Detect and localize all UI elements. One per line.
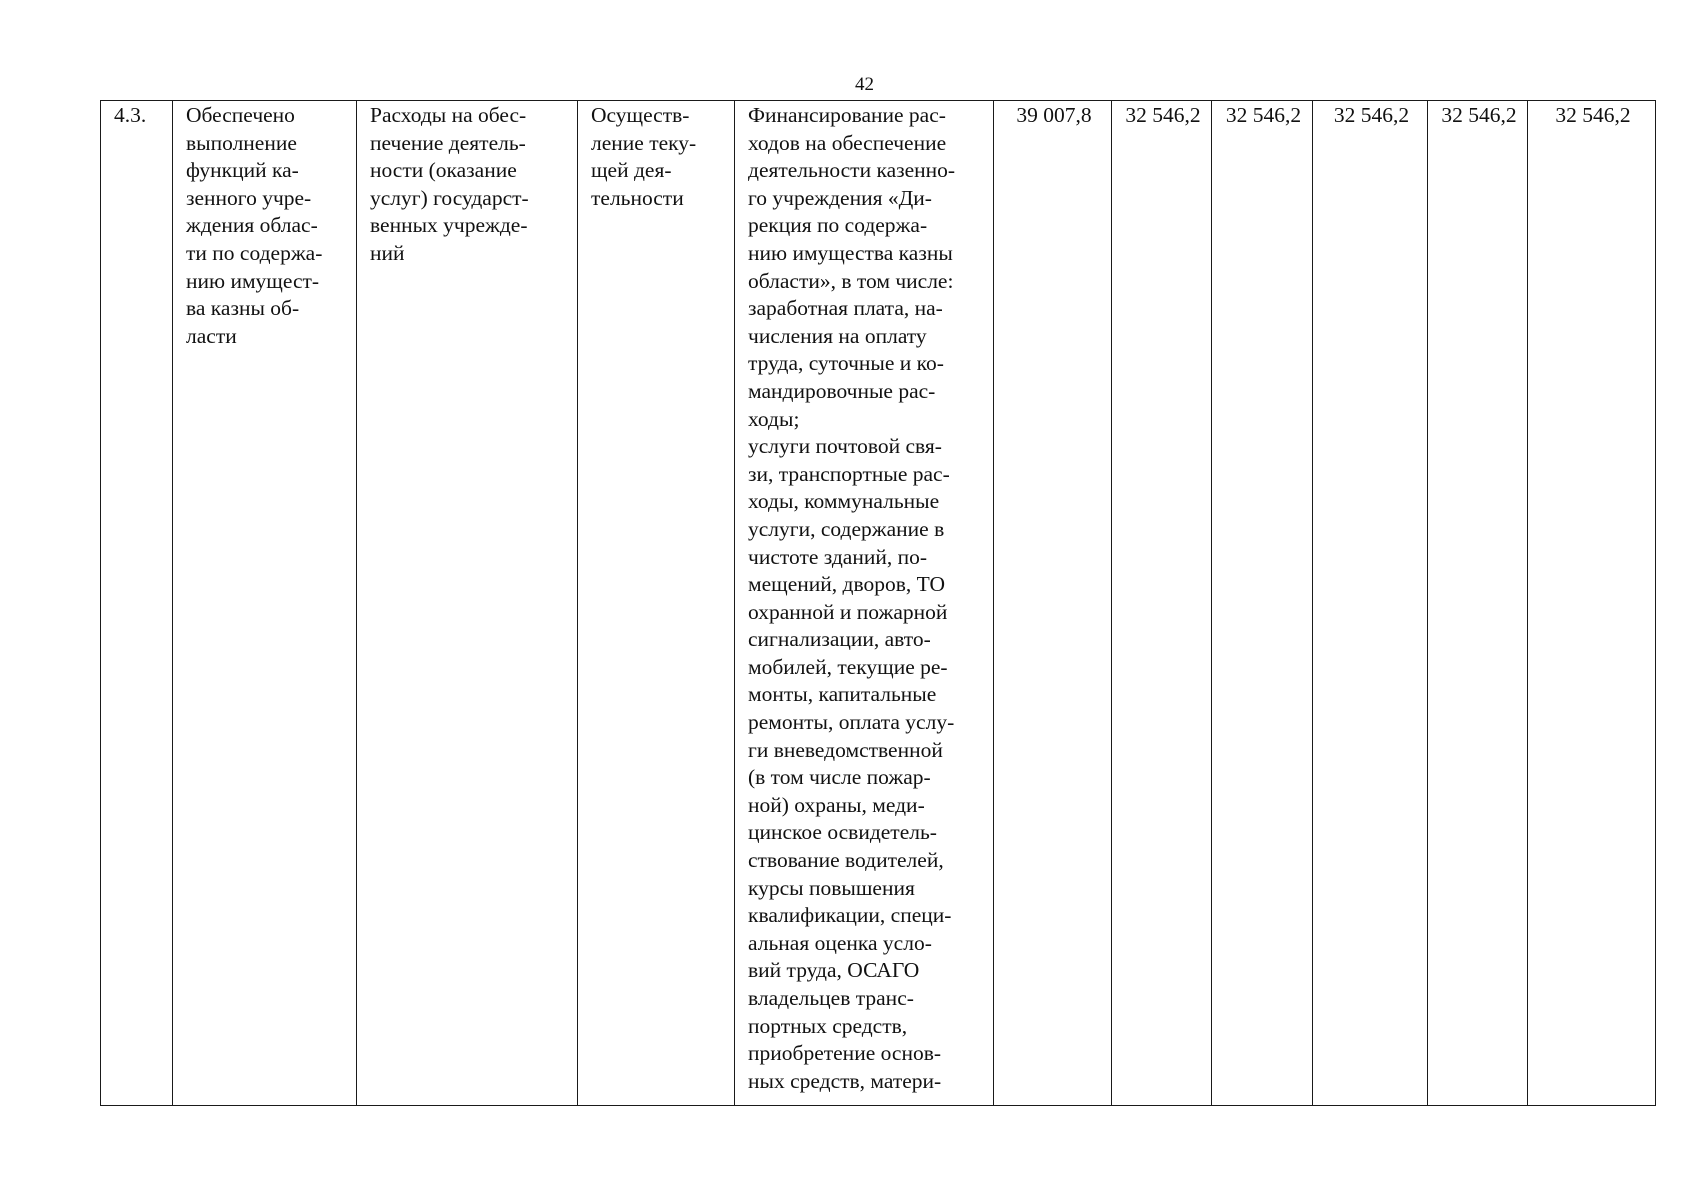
value-cell: [1528, 101, 1656, 1106]
program-table: [100, 100, 1656, 1106]
description-text: Финансирование рас- ходов на обеспечение деятельности казенно- го учреждения «Ди- рекция по содержа- нию имущества казны области», в том числе: заработная плата, на- числения на оплату труда, суточные и ко- мандировочные рас- ходы; услуги почтовой свя- зи, транспортные рас- ходы, коммунальные услуги, содержание в чистоте зданий, по- мещений, дворов, ТО охранной и пожарной сигнализации, авто- мобилей, текущие ре- монты, капитальные ремонты, оплата услу- ги вневедомственной (в том числе пожар- ной) охраны, меди- цинское освидетель- ствование водителей, курсы повышения квалификации, специ- альная оценка усло- вий труда, ОСАГО владельцев транс- портных средств, приобретение основ- ных средств, матери-: [748, 103, 956, 1093]
value-2: 32 546,2: [1125, 103, 1201, 127]
expense-text: Расходы на обес- печение деятель- ности (оказание услуг) государст- венных учрежде- ний: [370, 103, 529, 265]
value-4: 32 546,2: [1333, 103, 1410, 127]
result-cell: [173, 101, 357, 1106]
row-number-cell: [101, 101, 173, 1106]
value-3: 32 546,2: [1225, 103, 1302, 127]
description-cell: [735, 101, 994, 1106]
value-cell: [1112, 101, 1212, 1106]
result-text: Обеспечено выполнение функций ка- зенного учре- ждения облас- ти по содержа- нию имущест- ва казны об- ласти: [186, 103, 323, 348]
value-6: 32 546,2: [1555, 103, 1631, 127]
value-1: 39 007,8: [1016, 103, 1092, 127]
table-row: [101, 101, 1656, 1106]
row-number: 4.3.: [114, 103, 147, 127]
activity-text: Осуществ- ление теку- щей дея- тельности: [591, 103, 697, 210]
value-5: 32 546,2: [1441, 103, 1517, 127]
value-cell: [994, 101, 1112, 1106]
value-cell: [1313, 101, 1428, 1106]
activity-cell: [578, 101, 735, 1106]
expense-cell: [357, 101, 578, 1106]
value-cell: [1212, 101, 1313, 1106]
page-number: 42: [855, 74, 874, 95]
value-cell: [1428, 101, 1528, 1106]
